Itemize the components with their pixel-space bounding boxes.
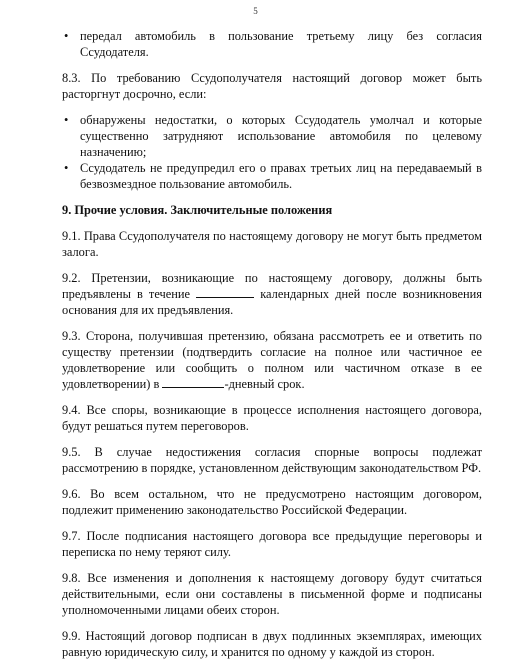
clause-9-9: 9.9. Настоящий договор подписан в двух подлинных экземплярах, имеющих равную юридическую силу, и хранится по одному у каждой из сторон.: [62, 629, 482, 659]
clause-9-3-text-before: 9.3. Сторона, получившая претензию, обязана рассмотреть ее и ответить по существу претензии (подтвердить согласие на полное или частичное ее удовлетворение или сообщить о полном или частичном отказе в ее удовлетворении) в: [62, 329, 482, 391]
section-9-heading: 9. Прочие условия. Заключительные положения: [62, 203, 333, 217]
document-content: [62, 28, 482, 670]
list-item: • Ссудодатель не предупредил его о правах третьих лиц на передаваемый в безвозмездное пользование автомобиль.: [62, 160, 482, 192]
clause-9-7: 9.7. После подписания настоящего договора все предыдущие переговоры и переписка по нему теряют силу.: [62, 529, 482, 559]
list-item: • передал автомобиль в пользование третьему лицу без согласия Ссудодателя.: [62, 28, 482, 60]
clause-9-6: 9.6. Во всем остальном, что не предусмотрено настоящим договором, подлежит применению законодательство Российской Федерации.: [62, 487, 482, 517]
days-blank-field: [196, 286, 254, 298]
term-blank-field: [162, 376, 224, 388]
clause-9-2-text-before: 9.2. Претензии, возникающие по настоящему договору, должны быть предъявлены в течение: [62, 271, 482, 301]
clause-8-2-bullets: [62, 28, 482, 60]
clause-8-3-bullets: [62, 112, 482, 192]
clause-9-5: 9.5. В случае недостижения согласия спорные вопросы подлежат рассмотрению в порядке, установленном действующим законодательством РФ.: [62, 445, 482, 475]
clause-9-2: [62, 270, 482, 318]
clause-9-1: 9.1. Права Ссудополучателя по настоящему договору не могут быть предметом залога.: [62, 229, 482, 259]
clause-9-2-text-after: календарных дней после возникновения основания для их предъявления.: [62, 287, 482, 317]
clause-8-3: 8.3. По требованию Ссудополучателя настоящий договор может быть расторгнут досрочно, если:: [62, 71, 482, 101]
page-number: 5: [253, 6, 258, 16]
clause-9-4: 9.4. Все споры, возникающие в процессе исполнения настоящего договора, будут решаться путем переговоров.: [62, 403, 482, 433]
clause-9-8: 9.8. Все изменения и дополнения к настоящему договору будут считаться действительными, если они составлены в письменной форме и подписаны уполномоченными лицами обеих сторон.: [62, 571, 482, 617]
list-item: • обнаружены недостатки, о которых Ссудодатель умолчал и которые существенно затрудняют использование автомобиля по целевому назначению;: [62, 112, 482, 160]
clause-9-3: [62, 328, 482, 392]
clause-9-3-text-after: -дневный срок.: [224, 377, 305, 391]
